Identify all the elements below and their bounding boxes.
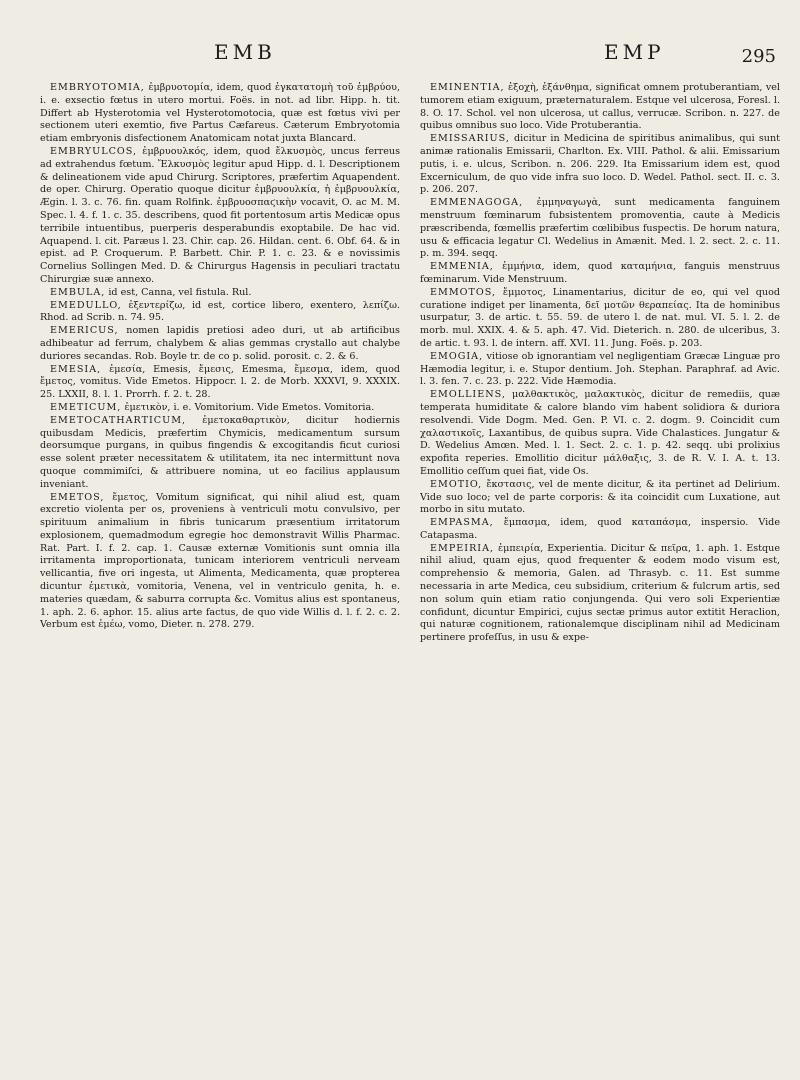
entry-text: id est, Canna, vel fistula. Rul.	[105, 286, 252, 298]
entry-headword: EMETOS,	[50, 491, 105, 503]
entry-text: ἔμμοτος, Linamentarius, dicitur de eo, qui vel quod curatione indiget per linamenta, δεῖ μοτῶν θεραπείας. Ita de hominibus usurpatur, 3. de artic. t. 55. 59. de utero l. de nat. mul. VI. 5. l. 2. de morb. mul. XXIX. 4. & 5. aph. 47. Vid. Dieterich. n. 280. de ulceribus, 3. de artic. t. 93. l. de intern. aff. XVI. 11. Jung. Foës. p. 203.	[420, 286, 780, 349]
dictionary-entry	[420, 287, 780, 351]
entry-headword: EMINENTIA,	[430, 82, 505, 93]
entry-text: ἔμπασμα, idem, quod καταπάσμα, inspersio. Vide Catapasma.	[420, 517, 780, 541]
entry-headword: EMPASMA,	[430, 517, 494, 529]
dictionary-entry	[420, 133, 780, 197]
entry-text: dicitur in Medicina de spiritibus animalibus, qui sunt animæ rationalis Emissarii, Charlton. Ex. VIII. Pathol. & alii. Emissarium putis, i. e. ulcus, Scribon. n. 206. 229. Ita Emissarium idem est, quod Excerniculum, de quo vide infra suo loco. D. Wedel. Pathol. sect. II. c. 3. p. 206. 207.	[420, 133, 780, 196]
page-number: 295	[741, 46, 776, 67]
dictionary-entry	[40, 287, 400, 300]
dictionary-entry	[40, 415, 400, 492]
dictionary-entry	[40, 364, 400, 402]
dictionary-entry	[40, 300, 400, 326]
entry-headword: EMOLLIENS,	[430, 389, 506, 401]
entry-headword: EMMENIA,	[430, 261, 494, 273]
dictionary-entry	[420, 517, 780, 543]
entry-headword: EMBULA,	[50, 286, 106, 298]
entry-text: ἐμετικὸν, i. e. Vomitorium. Vide Emetos. Vomitoria.	[121, 401, 375, 413]
entry-text: ἐμβρυουλκός, idem, quod ἔλκυσμὸς, uncus ferreus ad extrahendus fœtum. Ἔλκυσμὸς legitur apud Hipp. d. l. Descriptionem & delineationem vide apud Chirurg. Scriptores, præfertim Aquapendent. de oper. Chirurg. Operatio quoque dicitur ἐμβρυουλκία, ἡ ἐμβρυουλκία, Ægin. l. 3. c. 76. fin. quam Rolfink. ἐμβρυοσπαϛικὴν vocavit, O. ac M. M. Spec. l. 4. f. 1. c. 35. describens, quod fit portentosum artis Medicæ opus terribile intuentibus, puerperis desperabundis exoptabile. De hac vid. Aquapend. l. cit. Paræus l. 23. Chir. cap. 26. Hildan. cent. 6. Obf. 64. & in epist. ad P. Croquerum. P. Barbett. Chir. P. 1. c. 23. & e novissimis Cornelius Sollingen Med. D. & Chirurgus Hagensis in peculiari tractatu Chirurgiæ suæ annexo.	[40, 145, 400, 285]
entry-text: ἐμμήνια, idem, quod καταμήνια, fanguis menstruus fœminarum. Vide Menstruum.	[420, 261, 780, 285]
entry-headword: EMISSARIUS,	[430, 133, 510, 145]
text-columns	[40, 82, 780, 1070]
entry-headword: EMOTIO,	[430, 478, 483, 490]
entry-text: μαλθακτικὸς, μαλακτικὸς, dicitur de remediis, quæ temperata humiditate & calore blando vim habent solidiora & duriora resolvendi. Vide Dogm. Med. Gen. P. VI. c. 2. dogm. 9. Coincidit cum χαλαστικοῖς, Laxantibus, de quibus supra. Vide Chalastices. Jungatur & D. Wedelius Amœn. Med. l. 1. Sect. 2. c. 1. p. 42. seqq. ubi prolixius expofita reperies. Emollitio dicitur μάλθαξις, 3. de R. V. I. A. t. 13. Emollitio ceſſum quei fiat, vide Os.	[420, 389, 780, 477]
dictionary-entry	[40, 82, 400, 146]
left-column	[40, 82, 400, 1070]
entry-headword: EMEDULLO,	[50, 299, 122, 311]
entry-headword: EMERICUS,	[50, 325, 119, 337]
entry-headword: EMBRYULCOS,	[50, 145, 138, 157]
entry-text: ἐμετοκαθαρτικὸν, dicitur hodiernis quibusdam Medicis, præfertim Chymicis, medicamentum sursum deorsumque purgans, in quibus fingendis & excogitandis ficut curiosi esse solent præter necessitatem & utilitatem, ita nec intermittunt nova quoque commimiſci, & attribuere nomina, ut eo facilius applausum inveniant.	[40, 414, 400, 490]
dictionary-entry	[420, 389, 780, 479]
dictionary-entry	[420, 82, 780, 133]
entry-headword: EMPEIRIA,	[430, 542, 495, 554]
entry-text: ἐμμηναγωγὰ, sunt medicamenta fanguinem menstruum fœminarum fubsistentem promoventia, caute à Medicis præscribenda, fœmellis præfertim cœlibibus fuspectis. De horum natura, usu & efficacia legatur Cl. Wedelius in Amænit. Med. l. 2. sect. 2. c. 11. p. m. 394. seqq.	[420, 197, 780, 260]
entry-headword: EMOGIA,	[430, 350, 484, 362]
running-header	[24, 30, 776, 72]
entry-text: ἐμβρυοτομία, idem, quod ἐγκατατομὴ τοῦ ἐμβρύου, i. e. exsectio fœtus in utero mortui. Foës. in not. ad libr. Hipp. h. tit. Differt ab Hysterotomia vel Hysterotomotocia, quæ est fœtus vivi per sectionem uteri exemtio, five Partus Cæfareus. Cæterum Embryotomia etiam embryonis disfectionem Anatomicam notat juxta Blancard.	[40, 82, 400, 145]
dictionary-entry	[420, 351, 780, 389]
entry-headword: EMMOTOS,	[430, 286, 497, 298]
dictionary-entry	[40, 492, 400, 633]
entry-headword: EMMENAGOGA,	[430, 197, 524, 209]
entry-text: nomen lapidis pretiosi adeo duri, ut ab artificibus adhibeatur ad ferrum, chalybem & alias gemmas crystallo aut chalybe duriores secandas. Rob. Boyle tr. de co p. solid. porosit. c. 2. & 6.	[40, 325, 400, 362]
entry-text: ἔκστασις, vel de mente dicitur, & ita pertinet ad Delirium. Vide suo loco; vel de parte corporis: & ita coincidit cum Luxatione, aut morbo in situ mutato.	[420, 478, 780, 516]
entry-text: vitiose ob ignorantiam vel negligentiam Græcæ Linguæ pro Hæmodia legitur, i. e. Stupor dentium. Joh. Stephan. Paraphraf. ad Avic. l. 3. fen. 7. c. 23. p. 222. Vide Hæmodia.	[420, 350, 780, 388]
entry-text: ἐμπειρία, Experientia. Dicitur & πεῖρα, 1. aph. 1. Estque nihil aliud, quam ejus, quod frequenter & eodem modo visum est, comprehensio & memoria, Galen. ad Thrasyb. c. 11. Est summe necessaria in arte Medica, ceu subsidium, criterium & fulcrum artis, sed non solum quin etiam ratio conjungenda. Qui vero soli Experientiæ confidunt, dicuntur Empirici, cujus sectæ primus autor extitit Heraclion, qui naturæ cognitionem, rationalemque disciplinam nihil ad Medicinam pertinere profeſſus, in usu & expe-	[420, 542, 780, 644]
header-left: EMB	[214, 40, 276, 64]
header-right: EMP	[604, 40, 665, 64]
right-column	[420, 82, 780, 1070]
dictionary-entry	[420, 479, 780, 517]
dictionary-entry	[40, 402, 400, 415]
dictionary-entry	[40, 325, 400, 363]
dictionary-entry	[420, 261, 780, 287]
entry-headword: EMESIA,	[50, 363, 102, 375]
entry-text: ἐξεντερίζω, id est, cortice libero, exentero, λεπίζω. Rhod. ad Scrib. n. 74. 95.	[40, 299, 400, 324]
entry-text: ἔμετος, Vomitum significat, qui nihil aliud est, quam excretio violenta per os, proveniens à ventriculi motu convulsivo, per spirituum animalium in fibris tunicarum præsentium irritatorum explosionem, quemadmodum egregie hoc demonstravit Willis Pharmac. Rat. Part. I. f. 2. cap. 1. Causæ externæ Vomitionis sunt omnia illa irritamenta improportionata, tunicam interiorem ventriculi nerveam vellicantia, five ori ingesta, ut Alimenta, Medicamenta, quæ propterea dicuntur ἐμετικὰ, vomitoria, Venena, vel in ventriculo genita, h. e. materies quædam, & saburra corrupta &c. Vomitus alius est spontaneus, 1. aph. 2. 6. aphor. 15. alius arte factus, de quo vide Willis d. l. f. 2. c. 2. Verbum est ἐμέω, vomo, Dieter. n. 278. 279.	[40, 491, 400, 631]
entry-headword: EMETOCATHARTICUM,	[50, 414, 187, 426]
entry-headword: EMBRYOTOMIA,	[50, 82, 145, 93]
dictionary-entry	[40, 146, 400, 287]
dictionary-entry	[420, 197, 780, 261]
dictionary-entry	[420, 543, 780, 645]
entry-text: ἐμεσία, Emesis, ἔμεσις, Emesma, ἔμεσμα, idem, quod ἔμετος, vomitus. Vide Emetos. Hippocr. l. 2. de Morb. XXXVI, 9. XXXIX. 25. LXXII, 8. l. 1. Prorrh. f. 2. t. 28.	[40, 363, 400, 401]
entry-text: ἐξοχὴ, ἐξάνθημα, significat omnem protuberantiam, vel tumorem etiam exiguum, præternaturalem. Estque vel ulcerosa, Foresl. l. 8. O. 17. Schol. vel non ulcerosa, ut callus, verrucæ. Scribon. n. 227. de quibus omnibus suo loco. Vide Protuberantia.	[420, 82, 780, 132]
entry-headword: EMETICUM,	[50, 401, 122, 413]
